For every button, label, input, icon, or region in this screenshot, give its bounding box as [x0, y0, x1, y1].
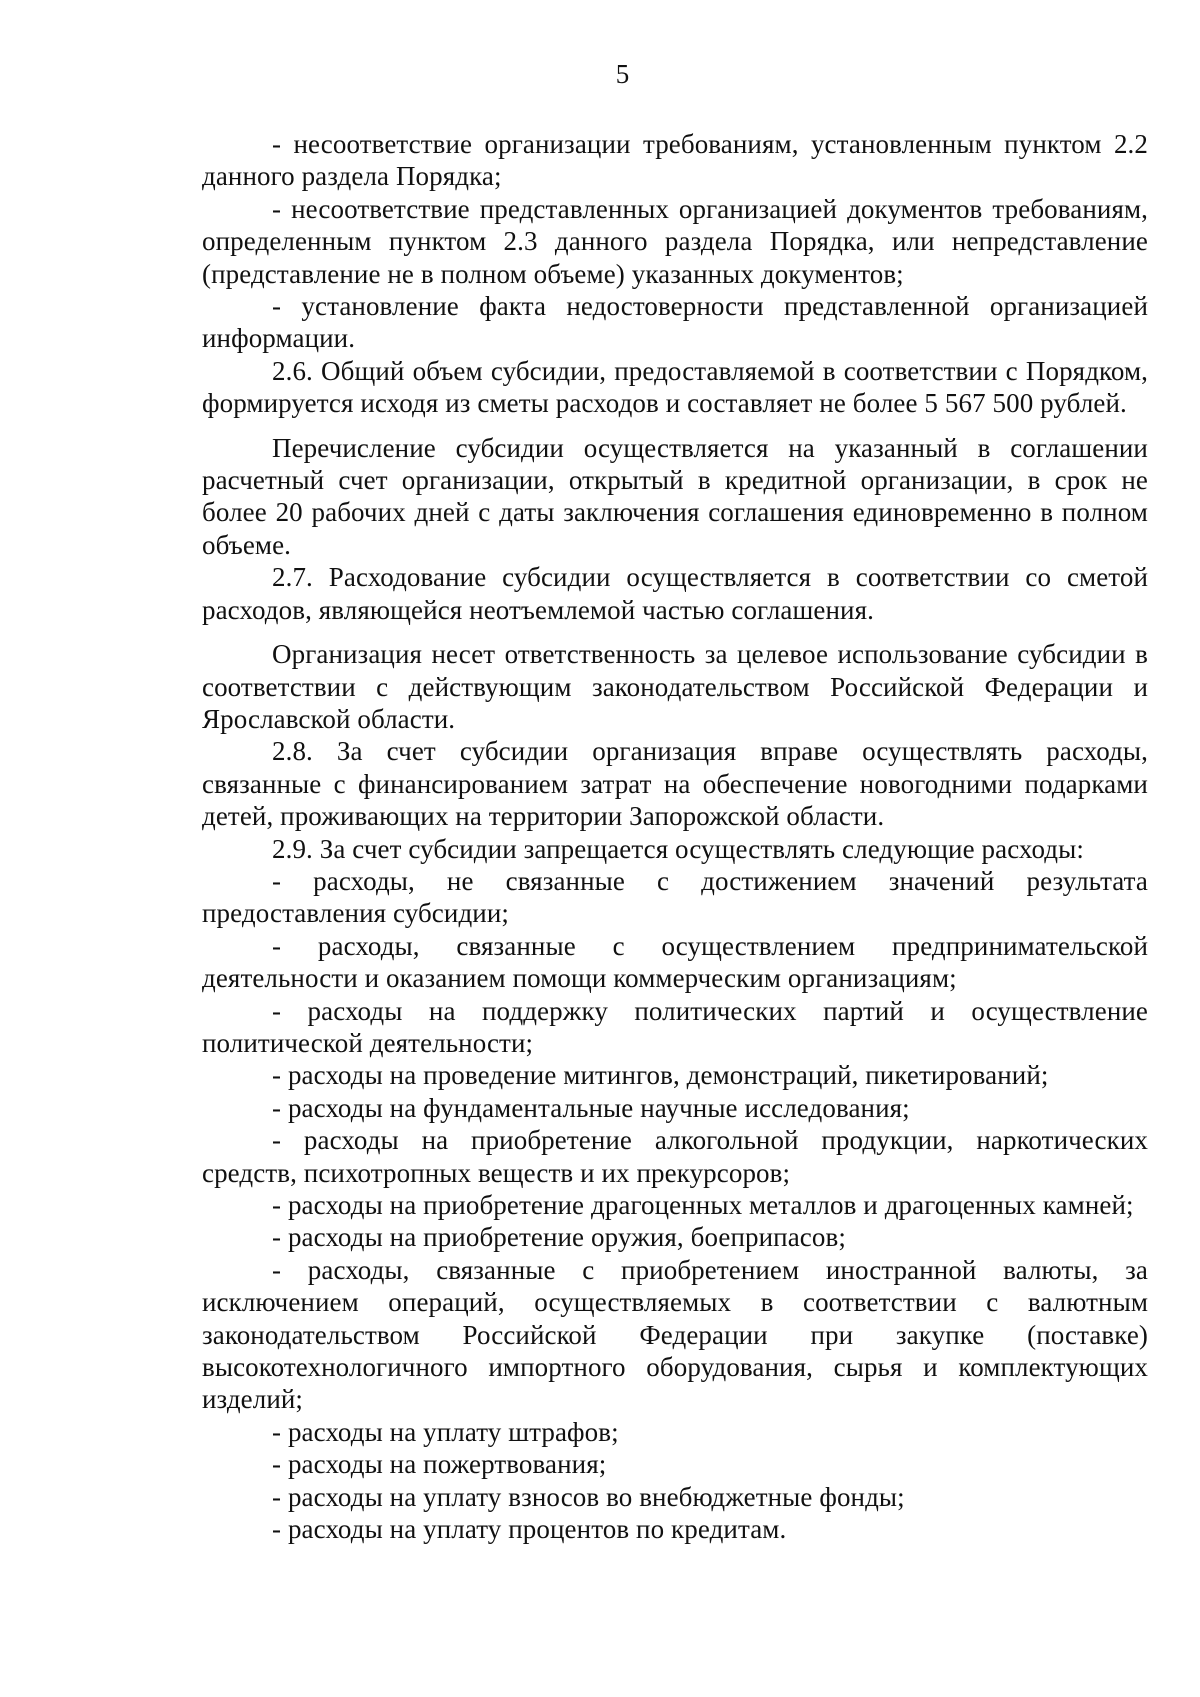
list-item: - расходы на приобретение оружия, боеприпасов; [272, 1222, 846, 1253]
list-item: - расходы, не связанные с достижением значений результата предоставления субсидии; [202, 865, 1148, 929]
paragraph: - несоответствие организации требованиям, установленным пунктом 2.2 данного раздела Порядка; [202, 129, 1148, 192]
list-item: - расходы на фундаментальные научные исследования; [272, 1092, 910, 1123]
list-item: - расходы на уплату процентов по кредитам. [272, 1514, 787, 1545]
list-item: - расходы на уплату штрафов; [272, 1416, 619, 1447]
paragraph: - несоответствие представленных организацией документов требованиям, определенным пунктом 2.3 данного раздела Порядка, или непредставление (представление не в полном объеме) указанных документов; [202, 193, 1148, 289]
list-item: - расходы на уплату взносов во внебюджетные фонды; [272, 1481, 905, 1512]
list-item: - расходы, связанные с приобретением иностранной валюты, за исключением операций, осуществляемых в соответствии с валютным законодательством Российской Федерации при закупке (поставке) высокотехнологичного импортного оборудования, сырья и комплектующих изделий; [202, 1254, 1148, 1415]
paragraph: 2.6. Общий объем субсидии, предоставляемой в соответствии с Порядком, формируется исходя из сметы расходов и составляет не более 5 567 500 рублей. [202, 355, 1148, 419]
list-item: - расходы на проведение митингов, демонстраций, пикетирований; [272, 1060, 1049, 1091]
list-item: - расходы на поддержку политических партий и осуществление политической деятельности; [202, 995, 1148, 1058]
list-item: - расходы, связанные с осуществлением предпринимательской деятельности и оказанием помощи коммерческим организациям; [202, 930, 1148, 994]
paragraph: - установление факта недостоверности представленной организацией информации. [202, 291, 1148, 354]
paragraph: 2.8. За счет субсидии организация вправе осуществлять расходы, связанные с финансированием затрат на обеспечение новогодними подарками детей, проживающих на территории Запорожской области. [202, 736, 1148, 832]
document-body [202, 128, 1148, 1545]
list-item: - расходы на пожертвования; [272, 1449, 607, 1480]
page-number: 5 [615, 59, 630, 89]
paragraph: 2.7. Расходование субсидии осуществляется в соответствии со сметой расходов, являющейся неотъемлемой частью соглашения. [202, 562, 1148, 625]
paragraph: Организация несет ответственность за целевое использование субсидии в соответствии с действующим законодательством Российской Федерации и Ярославской области. [202, 639, 1148, 734]
list-item: - расходы на приобретение алкогольной продукции, наркотических средств, психотропных веществ и их прекурсоров; [202, 1125, 1148, 1188]
paragraph: 2.9. За счет субсидии запрещается осуществлять следующие расходы: [272, 833, 1084, 864]
list-item: - расходы на приобретение драгоценных металлов и драгоценных камней; [272, 1190, 1134, 1220]
paragraph: Перечисление субсидии осуществляется на указанный в соглашении расчетный счет организации, открытый в кредитной организации, в срок не более 20 рабочих дней с даты заключения соглашения единовременно в полном объеме. [202, 432, 1148, 560]
